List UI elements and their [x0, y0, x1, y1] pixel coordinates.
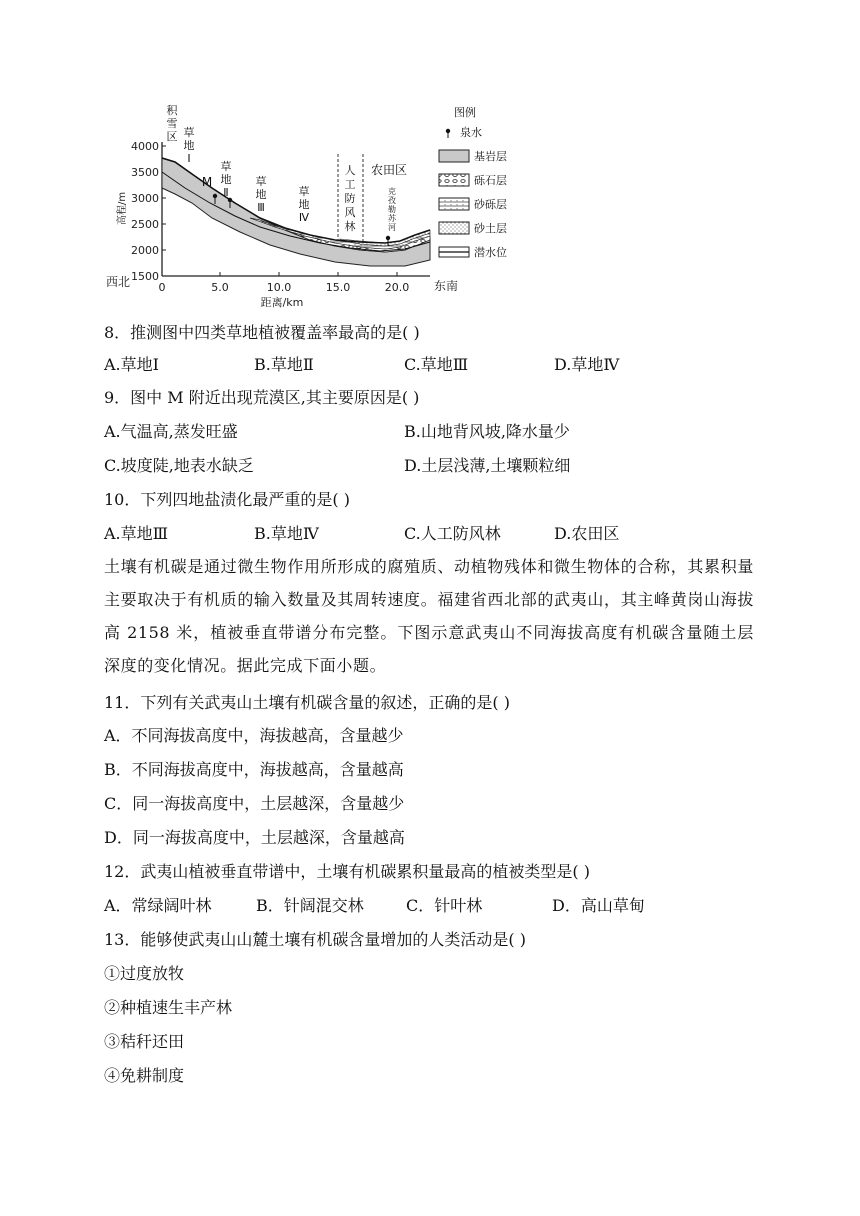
- grassland-1-label: 草: [183, 126, 195, 139]
- legend-item-sand-gravel: 砂砾层: [474, 198, 507, 211]
- x-tick: 0: [158, 281, 166, 294]
- grassland-2-label: 草: [220, 160, 232, 173]
- river-label: 克: [388, 187, 396, 196]
- corner-northwest: 西北: [106, 275, 131, 289]
- river-label: 孜: [388, 196, 396, 205]
- option-d[interactable]: D.土层浅薄,土壤颗粒细: [404, 456, 571, 475]
- y-tick: 3500: [131, 166, 159, 179]
- grassland-2-label: Ⅱ: [223, 186, 229, 199]
- question-13-stem: 13．能够使武夷山山麓土壤有机碳含量增加的人类活动是( ): [104, 930, 526, 949]
- legend-title: 图例: [454, 106, 476, 119]
- option-d[interactable]: D.农田区: [554, 524, 620, 543]
- question-9-stem: 9．图中 M 附近出现荒漠区,其主要原因是( ): [104, 388, 420, 407]
- question-11-stem: 11．下列有关武夷山土壤有机碳含量的叙述，正确的是( ): [104, 693, 510, 712]
- choice-item: ①过度放牧: [104, 964, 185, 983]
- corner-southeast: 东南: [434, 279, 459, 293]
- m-point-label: M: [201, 175, 213, 189]
- river-label: 河: [388, 223, 396, 232]
- option-a[interactable]: A．不同海拔高度中，海拔越高，含量越少: [104, 726, 404, 745]
- option-a[interactable]: A.气温高,蒸发旺盛: [104, 422, 238, 441]
- windbreak-label: 防: [344, 192, 356, 205]
- y-axis-label: 高程/m: [117, 191, 128, 225]
- choice-item: ④免耕制度: [104, 1066, 185, 1085]
- farmland-label: 农田区: [370, 163, 408, 177]
- option-a[interactable]: A．常绿阔叶林: [104, 896, 212, 915]
- windbreak-label: 人: [344, 164, 356, 177]
- option-c[interactable]: C.坡度陡,地表水缺乏: [104, 456, 254, 475]
- question-12-stem: 12．武夷山植被垂直带谱中，土壤有机碳累积量最高的植被类型是( ): [104, 862, 590, 881]
- option-a[interactable]: A.草地Ⅰ: [104, 355, 159, 374]
- grassland-3-label: 地: [255, 188, 267, 201]
- x-tick: 20.0: [384, 281, 410, 294]
- grassland-2-label: 地: [220, 173, 232, 186]
- legend-item-water-table: 潜水位: [474, 246, 507, 259]
- legend-swatch-sand-gravel: [439, 198, 469, 210]
- legend-item-sand-soil: 砂土层: [474, 222, 507, 235]
- y-tick: 3000: [131, 192, 159, 205]
- question-10-stem: 10．下列四地盐渍化最严重的是( ): [104, 490, 350, 509]
- x-tick: 15.0: [325, 281, 351, 294]
- option-a[interactable]: A.草地Ⅲ: [104, 524, 169, 543]
- grassland-1-label: Ⅰ: [187, 152, 191, 165]
- option-c[interactable]: C．针叶林: [406, 896, 483, 915]
- grassland-3-label: Ⅲ: [257, 201, 265, 214]
- choice-item: ③秸秆还田: [104, 1032, 185, 1051]
- legend-item-gravel: 砾石层: [474, 174, 507, 187]
- reading-passage: 土壤有机碳是通过微生物作用所形成的腐殖质、动植物残体和微生物体的合称，其累积量主要取决于有机质的输入数量及其周转速度。福建省西北部的武夷山，其主峰黄岗山海拔高 2158 米，植被垂直带谱分布完整。下图示意武夷山不同海拔高度有机碳含量随土层深度的变化情况。据此完成下面小题。: [104, 557, 754, 675]
- snow-area-label: 区: [166, 130, 178, 143]
- y-tick: 2500: [131, 218, 159, 231]
- snow-area-label: 雪: [166, 117, 178, 130]
- legend-swatch-bedrock: [439, 150, 469, 162]
- option-b[interactable]: B．不同海拔高度中，海拔越高，含量越高: [104, 760, 404, 779]
- grassland-3-label: 草: [255, 175, 267, 188]
- option-c[interactable]: C．同一海拔高度中，土层越深，含量越少: [104, 794, 405, 813]
- river-label: 苏: [388, 214, 396, 223]
- option-d[interactable]: D．同一海拔高度中，土层越深，含量越高: [104, 828, 405, 847]
- question-8-stem: 8．推测图中四类草地植被覆盖率最高的是( ): [104, 323, 420, 342]
- grassland-4-label: 草: [298, 185, 310, 198]
- windbreak-label: 林: [344, 220, 356, 233]
- legend-item-spring: 泉水: [460, 126, 482, 139]
- grassland-1-label: 地: [183, 139, 195, 152]
- snow-area-label: 积: [166, 104, 178, 117]
- option-b[interactable]: B.山地背风坡,降水量少: [404, 422, 570, 441]
- grassland-4-label: 地: [298, 198, 310, 211]
- x-tick: 10.0: [266, 281, 292, 294]
- option-d[interactable]: D．高山草甸: [552, 896, 645, 915]
- y-tick: 1500: [131, 270, 159, 283]
- legend-item-bedrock: 基岩层: [474, 150, 507, 163]
- y-tick: 2000: [131, 244, 159, 257]
- option-d[interactable]: D.草地Ⅳ: [554, 355, 620, 374]
- windbreak-label: 风: [344, 206, 356, 219]
- legend-swatch-sand-soil: [439, 222, 469, 234]
- option-c[interactable]: C.人工防风林: [404, 524, 501, 543]
- grassland-4-label: Ⅳ: [298, 211, 310, 224]
- windbreak-label: 工: [344, 178, 356, 191]
- legend-swatch-gravel: [439, 174, 469, 186]
- option-c[interactable]: C.草地Ⅲ: [404, 355, 469, 374]
- y-tick: 4000: [131, 140, 159, 153]
- option-b[interactable]: B．针阔混交林: [256, 896, 364, 915]
- choice-item: ②种植速生丰产林: [104, 998, 233, 1017]
- spring-icon: [446, 129, 450, 138]
- terrain-profile-figure: [100, 100, 520, 310]
- x-tick: 5.0: [211, 281, 229, 294]
- x-axis-label: 距离/km: [260, 296, 304, 309]
- legend: [439, 105, 507, 259]
- option-b[interactable]: B.草地Ⅱ: [254, 355, 314, 374]
- river-label: 勒: [388, 205, 396, 214]
- option-b[interactable]: B.草地Ⅳ: [254, 524, 319, 543]
